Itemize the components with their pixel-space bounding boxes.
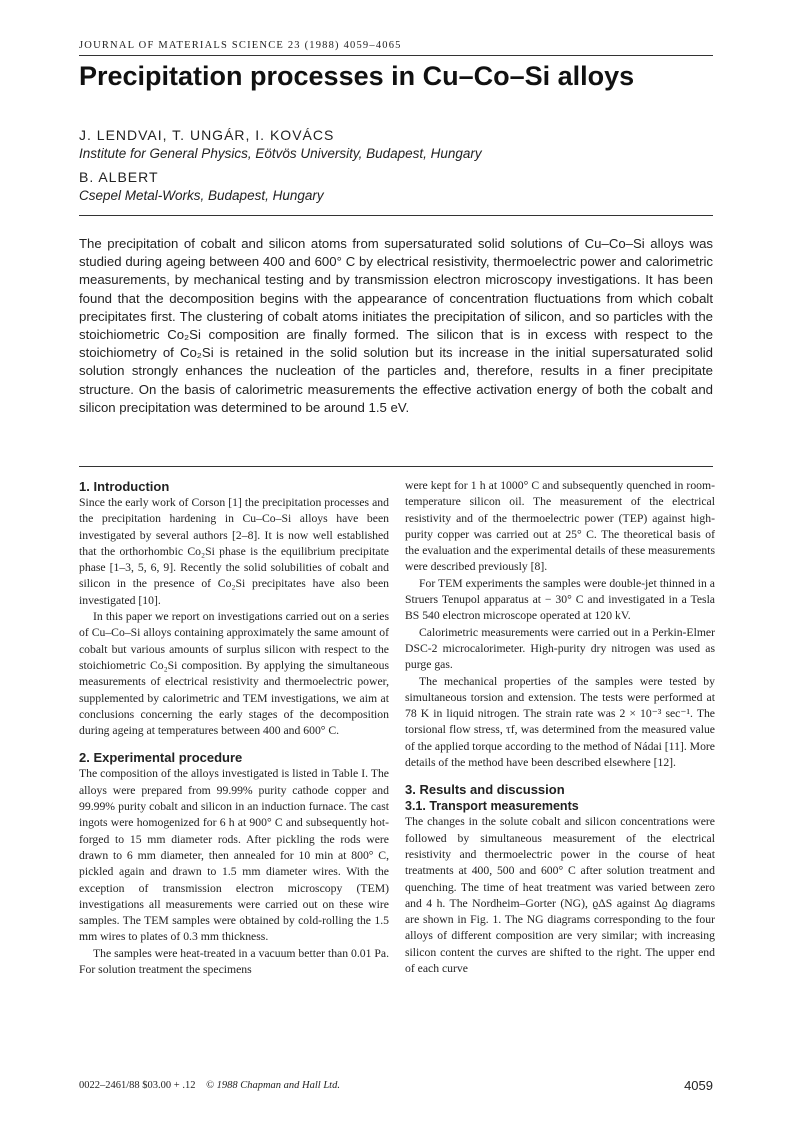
page-number: 4059 [684,1078,713,1093]
paragraph: The changes in the solute cobalt and silicon concentrations were followed by simultaneous measurement of the electrical resistivity and thermoelectric power in the course of heat treatments at 400, 500 and 600° C after solution treatment and quenching. The time of heat treatment was varied between zero and 4 h. The Nordheim–Gorter (NG), ϱΔS against Δϱ diagrams are shown in Fig. 1. The NG diagrams corresponding to the four alloys of different composition are very similar; with increasing silicon content the curves are shifted to the right. The upper end of each curve [405,815,715,976]
journal-header: JOURNAL OF MATERIALS SCIENCE 23 (1988) 4059–4065 [79,40,402,51]
paper-title: Precipitation processes in Cu–Co–Si alloys [79,61,635,91]
paragraph: The samples were heat-treated in a vacuum better than 0.01 Pa. For solution treatment the specimens [79,946,389,977]
header-rule [79,55,713,56]
author-affiliation-1: Institute for General Physics, Eötvös University, Budapest, Hungary [79,146,482,161]
author-names-1: J. LENDVAI, T. UNGÁR, I. KOVÁCS [79,127,335,143]
abstract: The precipitation of cobalt and silicon atoms from supersaturated solid solutions of Cu–Co–Si alloys was studied during ageing between 400 and 600° C by electrical resistivity, thermoelectric power and calorimetric measurements, by mechanical testing and by transmission electron microscopy investigations. It has been found that the decomposition begins with the appearance of concentration fluctuations from which cobalt precipitates first. The clustering of cobalt atoms initiates the precipitation of silicon, and so particles with the stoichiometric Co₂Si composition are finally formed. The silicon that is in excess with respect to the stoichiometry of Co₂Si is retained in the solid solution but its increase in the initial supersaturated solid solution strongly enhances the nucleation of the particles and, therefore, results in a finer precipitate structure. On the basis of calorimetric measurements the effective activation energy of both the cobalt and silicon precipitation was determined to be around 1.5 eV. [79,236,713,415]
footer-code [79,1080,340,1091]
author-affiliation-2: Csepel Metal-Works, Budapest, Hungary [79,188,324,203]
abstract-rule-top [79,215,713,216]
right-column [405,478,715,977]
section-heading-experimental: 2. Experimental procedure [79,750,243,766]
left-column [79,478,389,978]
footer-copyright: © 1988 Chapman and Hall Ltd. [205,1080,340,1091]
paragraph: Since the early work of Corson [1] the precipitation processes and the precipitation hardening in Cu–Co–Si alloys have been investigated by several authors [2–8]. It is now well established that the orthorhombic Co₂Si phase is the equilibrium precipitate phase [1–3, 5, 6, 9]. Recently the solid solubilities of cobalt and silicon in the presence of Co₂Si precipitates have also been investigated [10]. [79,496,389,607]
subsection-heading-transport: 3.1. Transport measurements [405,799,579,814]
section-heading-introduction: 1. Introduction [79,479,170,494]
author-names-2: B. ALBERT [79,169,159,185]
paragraph: The mechanical properties of the samples were tested by simultaneous torsion and extension. The tests were performed at 78 K in liquid nitrogen. The strain rate was 2 × 10⁻³ sec⁻¹. The torsional flow stress, τf, was determined from the measured value of the applied torque according to the method of Nádai [11]. More details of the method have been described elsewhere [12]. [405,674,715,770]
abstract-rule-bottom [79,466,713,467]
paragraph: The composition of the alloys investigated is listed in Table I. The alloys were prepared from 99.99% purity cathode copper and 99.99% purity cobalt and silicon in an induction furnace. The cast ingots were homogenized for 6 h at 900° C and subsequently hot-forged to 15 mm diameter rods. After pickling the rods were drawn to 6 mm diameter, then annealed for 10 min at 800° C, pickled again and drawn to 1.5 mm diameter wires. With the exception of transmission electron microscopy (TEM) investigations all measurements were carried out on these wire samples. The TEM samples were obtained by cold-rolling the 1.5 mm wires to plates of 0.3 mm thickness. [79,767,389,944]
paragraph: For TEM experiments the samples were double-jet thinned in a Struers Tenupol apparatus at − 30° C and investigated in a Tesla BS 540 electron microscope operated at 120 kV. [405,576,715,623]
section-heading-results: 3. Results and discussion [405,782,565,798]
paragraph: In this paper we report on investigations carried out on a series of Cu–Co–Si alloys containing approximately the same amount of cobalt but various amounts of surplus silicon with respect to the stoichiometric Co₂Si composition. By applying the simultaneous measurements of electrical resistivity and thermoelectric power, supplemented by calorimetric and TEM investigations, we aim at conclusions concerning the early stages of the decomposition during ageing at temperatures between 400 and 600° C. [79,610,389,738]
paragraph: Calorimetric measurements were carried out in a Perkin-Elmer DSC-2 microcalorimeter. High-purity dry nitrogen was used as purge gas. [405,625,715,672]
paragraph: were kept for 1 h at 1000° C and subsequently quenched in room-temperature silicon oil. The measurement of the electrical resistivity and of the thermoelectric power (TEP) against high-purity copper was carried out at 25° C. The theoretical basis of the evaluation and the experimental details of these measurements were described previously [8]. [405,479,715,574]
footer-issn: 0022–2461/88 $03.00 + .12 [79,1080,196,1091]
